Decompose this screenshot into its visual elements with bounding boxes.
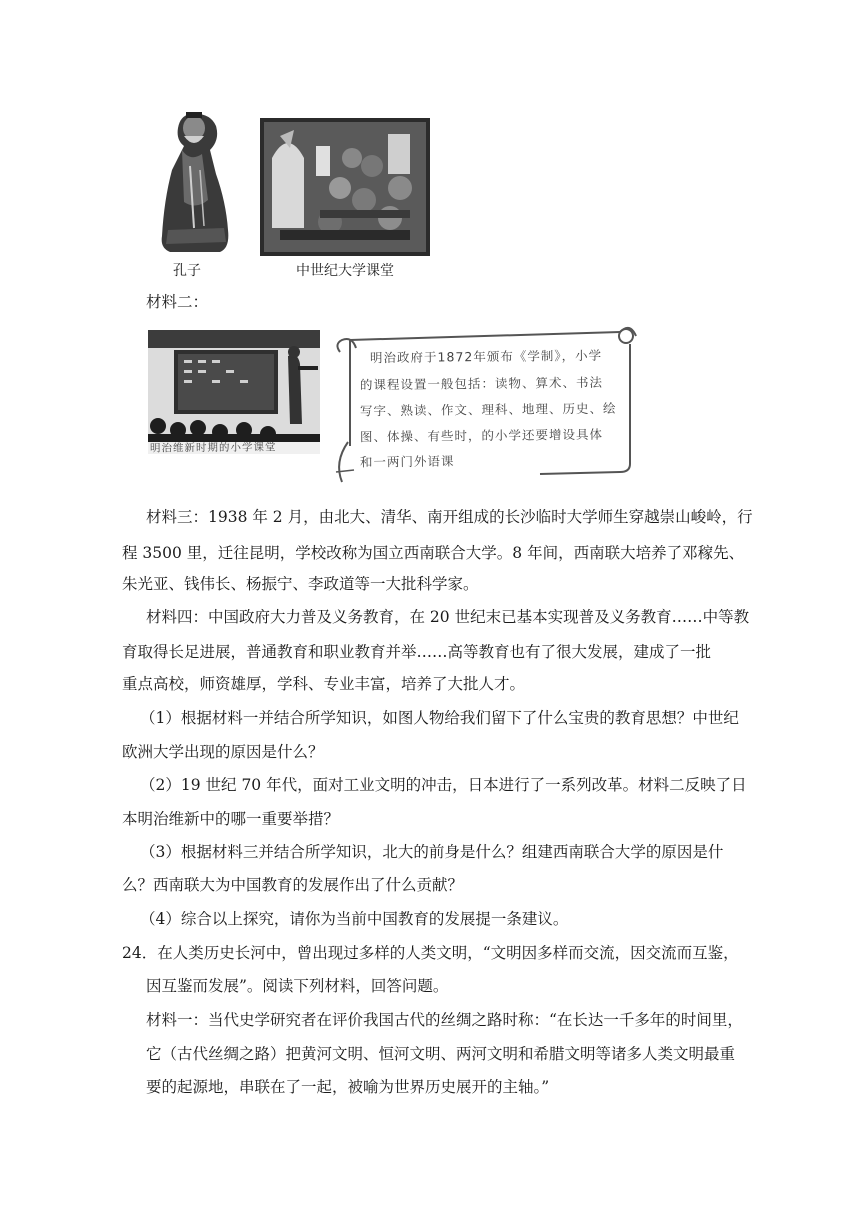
q24-material1-line-3: 要的起源地，串联在了一起，被喻为世界历史展开的主轴。” — [146, 1078, 550, 1096]
note-line-3: 写字、熟读、作文、理科、地理、历史、绘 — [359, 400, 617, 419]
q24-line-2: 因互鉴而发展”。阅读下列材料，回答问题。 — [146, 977, 449, 995]
note-line-4: 图、体操、有些时，的小学还要增设具体 — [359, 426, 604, 445]
material4-line-2: 育取得长足进展，普通教育和职业教育并举……高等教育也有了很大发展，建成了一批 — [122, 643, 712, 661]
q24-material1-line-1: 材料一：当代史学研究者在评价我国古代的丝绸之路时称：“在长达一千多年的时间里， — [146, 1011, 743, 1029]
material3-line-3: 朱光亚、钱伟长、杨振宁、李政道等一大批科学家。 — [122, 575, 479, 593]
note-line-1: 明治政府于1872年颁布《学制》，小学 — [369, 347, 603, 366]
question-2-line-2: 本明治维新中的哪一重要举措？ — [122, 810, 340, 828]
question-2-line-1: （2）19 世纪 70 年代，面对工业文明的冲击，日本进行了一系列改革。材料二反映了日 — [140, 776, 747, 794]
material2-label: 材料二： — [146, 293, 209, 311]
confucius-caption: 孔子 — [173, 263, 201, 279]
confucius-image — [150, 110, 240, 256]
medieval-classroom-image — [260, 118, 430, 256]
note-line-2: 的课程设置一般包括：读物、算术、书法 — [359, 374, 604, 393]
meiji-classroom-image — [148, 330, 320, 454]
question-3-line-1: （3）根据材料三并结合所学知识，北大的前身是什么？组建西南联合大学的原因是什 — [140, 843, 724, 861]
question-3-line-2: 么？西南联大为中国教育的发展作出了什么贡献？ — [122, 876, 464, 894]
meiji-caption: 明治维新时期的小学课堂 — [149, 441, 277, 455]
material4-line-1: 材料四：中国政府大力普及义务教育，在 20 世纪末已基本实现普及义务教育……中等教 — [146, 608, 750, 626]
question-4-line-1: （4）综合以上探究，请你为当前中国教育的发展提一条建议。 — [140, 910, 569, 928]
question-1-line-1: （1）根据材料一并结合所学知识，如图人物给我们留下了什么宝贵的教育思想？中世纪 — [140, 709, 739, 727]
medieval-caption: 中世纪大学课堂 — [296, 263, 394, 279]
question-1-line-2: 欧洲大学出现的原因是什么？ — [122, 743, 324, 761]
q24-material1-line-2: 它（古代丝绸之路）把黄河文明、恒河文明、两河文明和希腊文明等诸多人类文明最重 — [146, 1045, 736, 1063]
q24-line-1: 24．在人类历史长河中，曾出现过多样的人类文明，“文明因多样而交流，因交流而互鉴， — [122, 944, 739, 962]
material3-line-1: 材料三：1938 年 2 月，由北大、清华、南开组成的长沙临时大学师生穿越崇山峻岭，行 — [146, 508, 753, 526]
material4-line-3: 重点高校，师资雄厚，学科、专业丰富，培养了大批人才。 — [122, 675, 526, 693]
material3-line-2: 程 3500 里，迁往昆明，学校改称为国立西南联合大学。8 年间，西南联大培养了邓稼先、 — [122, 544, 745, 562]
note-line-5: 和一两门外语课 — [359, 453, 455, 470]
